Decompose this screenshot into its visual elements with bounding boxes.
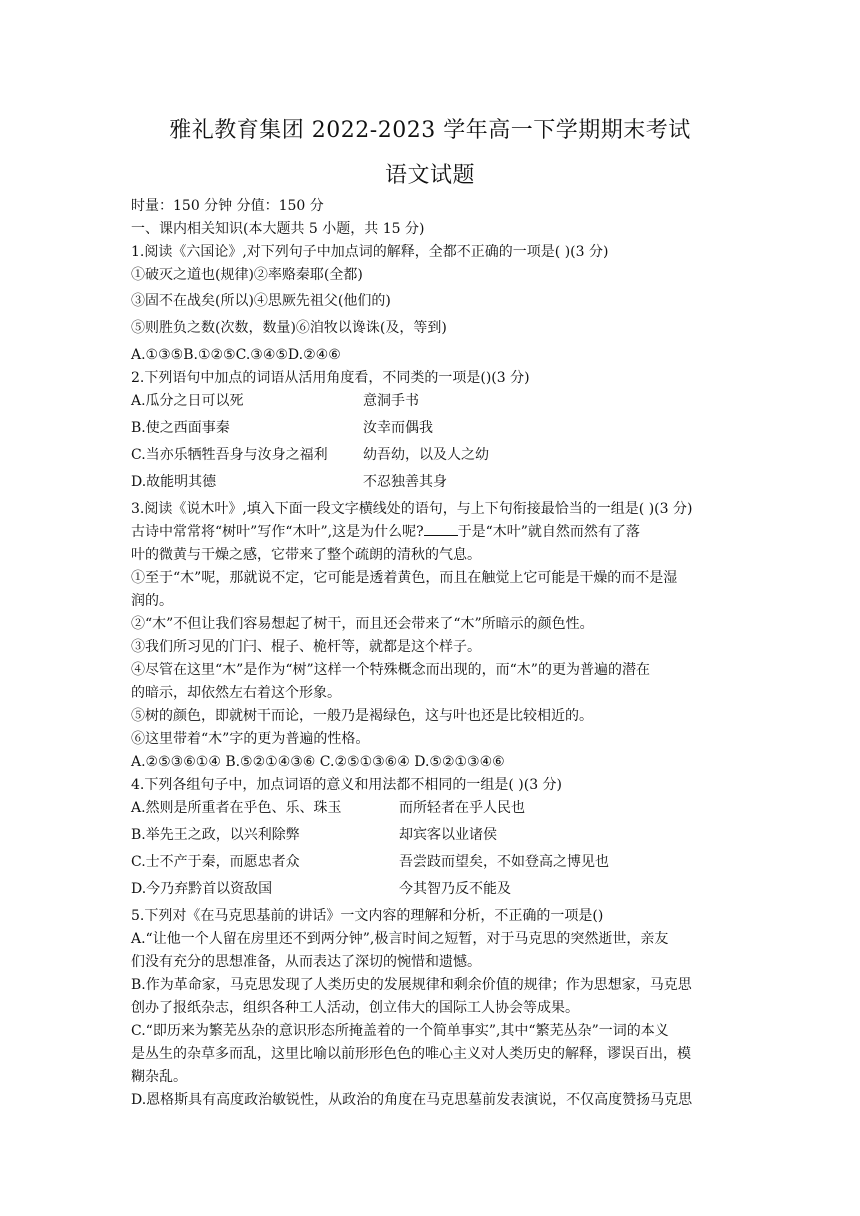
q3-sentence-1b: 润的。 [131,593,173,609]
q1-line-3: ⑤则胜负之数(次数，数量)⑥洎牧以谗诛(及，等到) [131,320,447,336]
q1-stem: 1.阅读《六国论》,对下列句子中加点词的解释，全都不正确的一项是( )(3 分) [131,244,609,260]
answer-blank [424,523,458,536]
q2-row-d-right: 不忍独善其身 [363,474,447,490]
q3-sentence-1a: ①至于“木”呢，那就说不定，它可能是透着黄色，而且在触觉上它可能是干燥的而不是湿 [131,570,678,586]
q5-option-a-1: A.“让他一个人留在房里还不到两分钟”,极言时间之短暂，对于马克思的突然逝世，亲友 [131,931,669,947]
q1-line-2: ③固不在战矣(所以)④思厥先祖父(他们的) [131,293,391,309]
q2-row-d [131,472,731,492]
q3-sentence-4a: ④尽管在这里“木”是作为“树”这样一个特殊概念而出现的，而“木”的更为普遍的潜在 [131,662,650,678]
q2-row-b [131,418,731,438]
q2-stem: 2.下列语句中加点的词语从活用角度看，不同类的一项是()(3 分) [131,370,530,386]
exam-title: 雅礼教育集团 2022-2023 学年高一下学期期末考试 [169,118,691,143]
q3-sentence-2: ②“木”不但让我们容易想起了树干，而且还会带来了“木”所暗示的颜色性。 [131,616,594,632]
q1-line-1: ①破灭之道也(规律)②率赂秦耶(全都) [131,267,363,283]
q3-sentence-5: ⑤树的颜色，即就树干而论，一般乃是褐绿色，这与叶也还是比较相近的。 [131,708,593,724]
q5-option-c-2: 是丛生的杂草多而乱，这里比喻以前形形色色的唯心主义对人类历史的解释，谬误百出，模 [131,1046,691,1062]
q4-row-c [131,852,731,872]
q4-row-b-left: B.举先王之政，以兴利除弊 [131,827,300,843]
q3-stem: 3.阅读《说木叶》,填入下面一段文字横线处的语句，与上下句衔接最恰当的一组是( )(3 分) [131,501,693,517]
q3-sentence-3: ③我们所习见的门闩、棍子、桅杆等，就都是这个样子。 [131,639,481,655]
q2-row-c-right: 幼吾幼，以及人之幼 [363,447,489,463]
q3-passage-line-1 [131,522,731,542]
q3-options: A.②⑤③⑥①④ B.⑤②①④③⑥ C.②⑤①③⑥④ D.⑤②①③④⑥ [131,754,505,770]
q2-row-a-left: A.瓜分之日可以死 [131,393,244,409]
q2-row-d-left: D.故能明其德 [131,474,217,490]
q2-row-b-right: 汝幸而偶我 [363,420,433,436]
q4-stem: 4.下列各组句子中，加点词语的意义和用法都不相同的一组是( )(3 分) [131,777,563,793]
exam-meta: 时量：150 分钟 分值：150 分 [131,198,324,214]
q3-sentence-6: ⑥这里带着“木”字的更为普遍的性格。 [131,731,370,747]
q3-passage-1a: 古诗中常常将“树叶”写作“木叶”,这是为什么呢? [131,524,424,540]
q5-option-c-1: C.“即历来为繁芜丛杂的意识形态所掩盖着的一个简单事实”,其中“繁芜丛杂”一词的本义 [131,1023,669,1039]
q4-row-d-left: D.今乃弃黔首以资敌国 [131,881,273,897]
q3-passage-line-2: 叶的微黄与干燥之感，它带来了整个疏朗的清秋的气息。 [131,547,481,563]
q5-option-c-3: 糊杂乱。 [131,1069,187,1085]
q2-row-c [131,445,731,465]
q5-option-a-2: 们没有充分的思想准备，从而表达了深切的惋惜和遗憾。 [131,954,481,970]
q4-row-c-left: C.士不产于秦，而愿忠者众 [131,854,300,870]
q2-row-c-left: C.当亦乐牺牲吾身与汝身之福利 [131,447,328,463]
q4-row-a [131,798,731,818]
q1-options: A.①③⑤B.①②⑤C.③④⑤D.②④⑥ [131,347,341,363]
q4-row-a-left: A.然则是所重者在乎色、乐、珠玉 [131,800,342,816]
q3-sentence-4b: 的暗示，却依然左右着这个形象。 [131,685,341,701]
q4-row-a-right: 而所轻者在乎人民也 [399,800,525,816]
q4-row-c-right: 吾尝跂而望矣，不如登高之博见也 [399,854,609,870]
q4-row-b [131,825,731,845]
q2-row-b-left: B.使之西面事秦 [131,420,230,436]
exam-subtitle: 语文试题 [384,163,475,188]
q4-row-d-right: 今其智乃反不能及 [399,881,511,897]
q5-option-d-1: D.恩格斯具有高度政治敏锐性，从政治的角度在马克思墓前发表演说，不仅高度赞扬马克思 [131,1092,693,1108]
q5-option-b-1: B.作为革命家，马克思发现了人类历史的发展规律和剩余价值的规律；作为思想家，马克思 [131,977,692,993]
q5-option-b-2: 创办了报纸杂志，组织各种工人活动，创立伟大的国际工人协会等成果。 [131,1000,579,1016]
q4-row-b-right: 却宾客以业诸侯 [399,827,497,843]
section-heading: 一、课内相关知识(本大题共 5 小题，共 15 分) [131,221,425,237]
q4-row-d [131,879,731,899]
q3-passage-1b: 于是“木叶”就自然而然有了落 [457,524,640,540]
q2-row-a [131,391,731,411]
q5-stem: 5.下列对《在马克思基前的讲话》一文内容的理解和分析，不正确的一项是() [131,908,604,924]
q2-row-a-right: 意洞手书 [363,393,419,409]
